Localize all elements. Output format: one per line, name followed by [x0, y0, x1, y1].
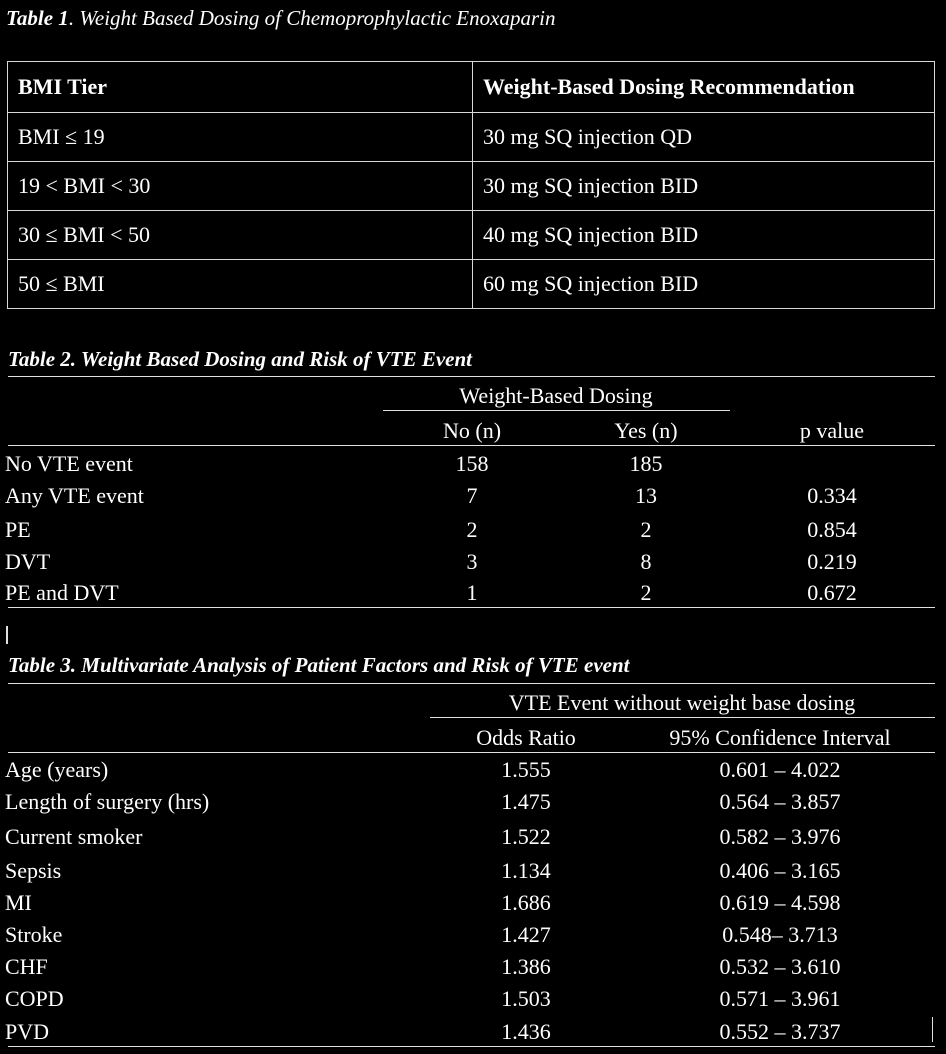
table2-bottom-rule: [8, 607, 935, 608]
table1-title-text: . Weight Based Dosing of Chemoprophylactic Enoxaparin: [68, 6, 556, 30]
table3-title: Table 3. Multivariate Analysis of Patient Factors and Risk of VTE event: [8, 653, 630, 677]
table3-header-rule: [8, 752, 935, 753]
table3-row-ci: 0.532 – 3.610: [719, 954, 841, 979]
table2-row-label: No VTE event: [5, 451, 133, 476]
table1-cell-dose: 40 mg SQ injection BID: [473, 211, 935, 260]
table3-bottom-rule: [8, 1046, 935, 1047]
table1-cell-bmi: 19 < BMI < 30: [8, 162, 473, 211]
table3-row-label: Sepsis: [5, 858, 62, 883]
table2-header-rule: [8, 445, 935, 446]
table2-row-p: 0.854: [807, 517, 857, 542]
table2-row-label: PE and DVT: [5, 580, 119, 605]
table3-col-or: Odds Ratio: [476, 725, 576, 750]
table3-row-ci: 0.406 – 3.165: [719, 858, 841, 883]
table3-row-or: 1.386: [501, 954, 551, 979]
table2-group-rule: [383, 410, 730, 411]
table1-header-row: [8, 62, 935, 113]
table3-row-ci: 0.571 – 3.961: [719, 986, 841, 1011]
text-cursor-mark: [6, 626, 8, 644]
table3-row-ci: 0.601 – 4.022: [719, 757, 841, 782]
table3-row-ci: 0.619 – 4.598: [719, 890, 841, 915]
table2-row-no: 3: [466, 549, 478, 574]
table1-cell-dose: 30 mg SQ injection QD: [473, 113, 935, 162]
table2-group-header: Weight-Based Dosing: [459, 383, 653, 408]
table-row: [8, 211, 935, 260]
table3-row-label: CHF: [5, 954, 48, 979]
table1-title-label: Table 1: [6, 6, 69, 30]
table3-group-header: VTE Event without weight base dosing: [508, 690, 856, 715]
table3-col-ci: 95% Confidence Interval: [669, 725, 891, 750]
table2-row-p: 0.334: [807, 483, 857, 508]
table2-row-yes: 13: [635, 483, 657, 508]
table2-top-rule: [8, 376, 935, 377]
table2-row-yes: 2: [640, 517, 652, 542]
table3-row-or: 1.427: [501, 922, 551, 947]
table3-group-rule: [430, 717, 935, 718]
table3-row-ci: 0.548– 3.713: [722, 922, 838, 947]
table-row: [8, 260, 935, 309]
table2-row-p: 0.672: [807, 580, 857, 605]
table3-top-rule: [8, 683, 935, 684]
table-row: [8, 113, 935, 162]
table3-row-ci: 0.582 – 3.976: [719, 824, 841, 849]
table3-row-ci: 0.564 – 3.857: [719, 789, 841, 814]
table2-row-label: DVT: [5, 549, 51, 574]
table1: [7, 61, 935, 309]
table1-header-dosing: Weight-Based Dosing Recommendation: [473, 62, 935, 113]
table2-row-no: 2: [466, 517, 478, 542]
table3-row-label: Current smoker: [5, 824, 143, 849]
table2-col-no: No (n): [442, 418, 502, 443]
table3-row-or: 1.134: [501, 858, 551, 883]
table3-row-label: COPD: [5, 986, 64, 1011]
table1-cell-bmi: 30 ≤ BMI < 50: [8, 211, 473, 260]
table2-row-no: 1: [466, 580, 478, 605]
table3-row-or: 1.555: [501, 757, 551, 782]
table3-row-label: Age (years): [5, 757, 109, 782]
table2-title: Table 2. Weight Based Dosing and Risk of VTE Event: [8, 347, 472, 371]
table3-row-ci: 0.552 – 3.737: [719, 1019, 841, 1044]
table1-header-bmi: BMI Tier: [8, 62, 473, 113]
table2-row-yes: 185: [629, 451, 663, 476]
table2-row-yes: 8: [640, 549, 652, 574]
table1-cell-dose: 30 mg SQ injection BID: [473, 162, 935, 211]
table2-row-label: Any VTE event: [5, 483, 144, 508]
table3-row-or: 1.436: [501, 1019, 551, 1044]
table2-col-p: p value: [799, 418, 865, 443]
table3-row-label: PVD: [5, 1019, 50, 1044]
table3-row-or: 1.522: [501, 824, 551, 849]
table2-row-p: 0.219: [807, 549, 857, 574]
table1-cell-dose: 60 mg SQ injection BID: [473, 260, 935, 309]
table2-row-yes: 2: [640, 580, 652, 605]
table2-row-no: 7: [466, 483, 478, 508]
table1-cell-bmi: 50 ≤ BMI: [8, 260, 473, 309]
table-row: [8, 162, 935, 211]
table3-row-or: 1.686: [501, 890, 551, 915]
table3-row-or: 1.503: [501, 986, 551, 1011]
table1-cell-bmi: BMI ≤ 19: [8, 113, 473, 162]
table3-row-label: MI: [5, 890, 32, 915]
table3-row-label: Stroke: [5, 922, 63, 947]
table2-col-yes: Yes (n): [614, 418, 678, 443]
text-cursor-mark: [932, 1017, 933, 1042]
table3-row-label: Length of surgery (hrs): [5, 789, 210, 814]
table3-row-or: 1.475: [501, 789, 551, 814]
table1-title: [6, 6, 555, 31]
table2-row-label: PE: [5, 517, 31, 542]
table2-row-no: 158: [455, 451, 489, 476]
